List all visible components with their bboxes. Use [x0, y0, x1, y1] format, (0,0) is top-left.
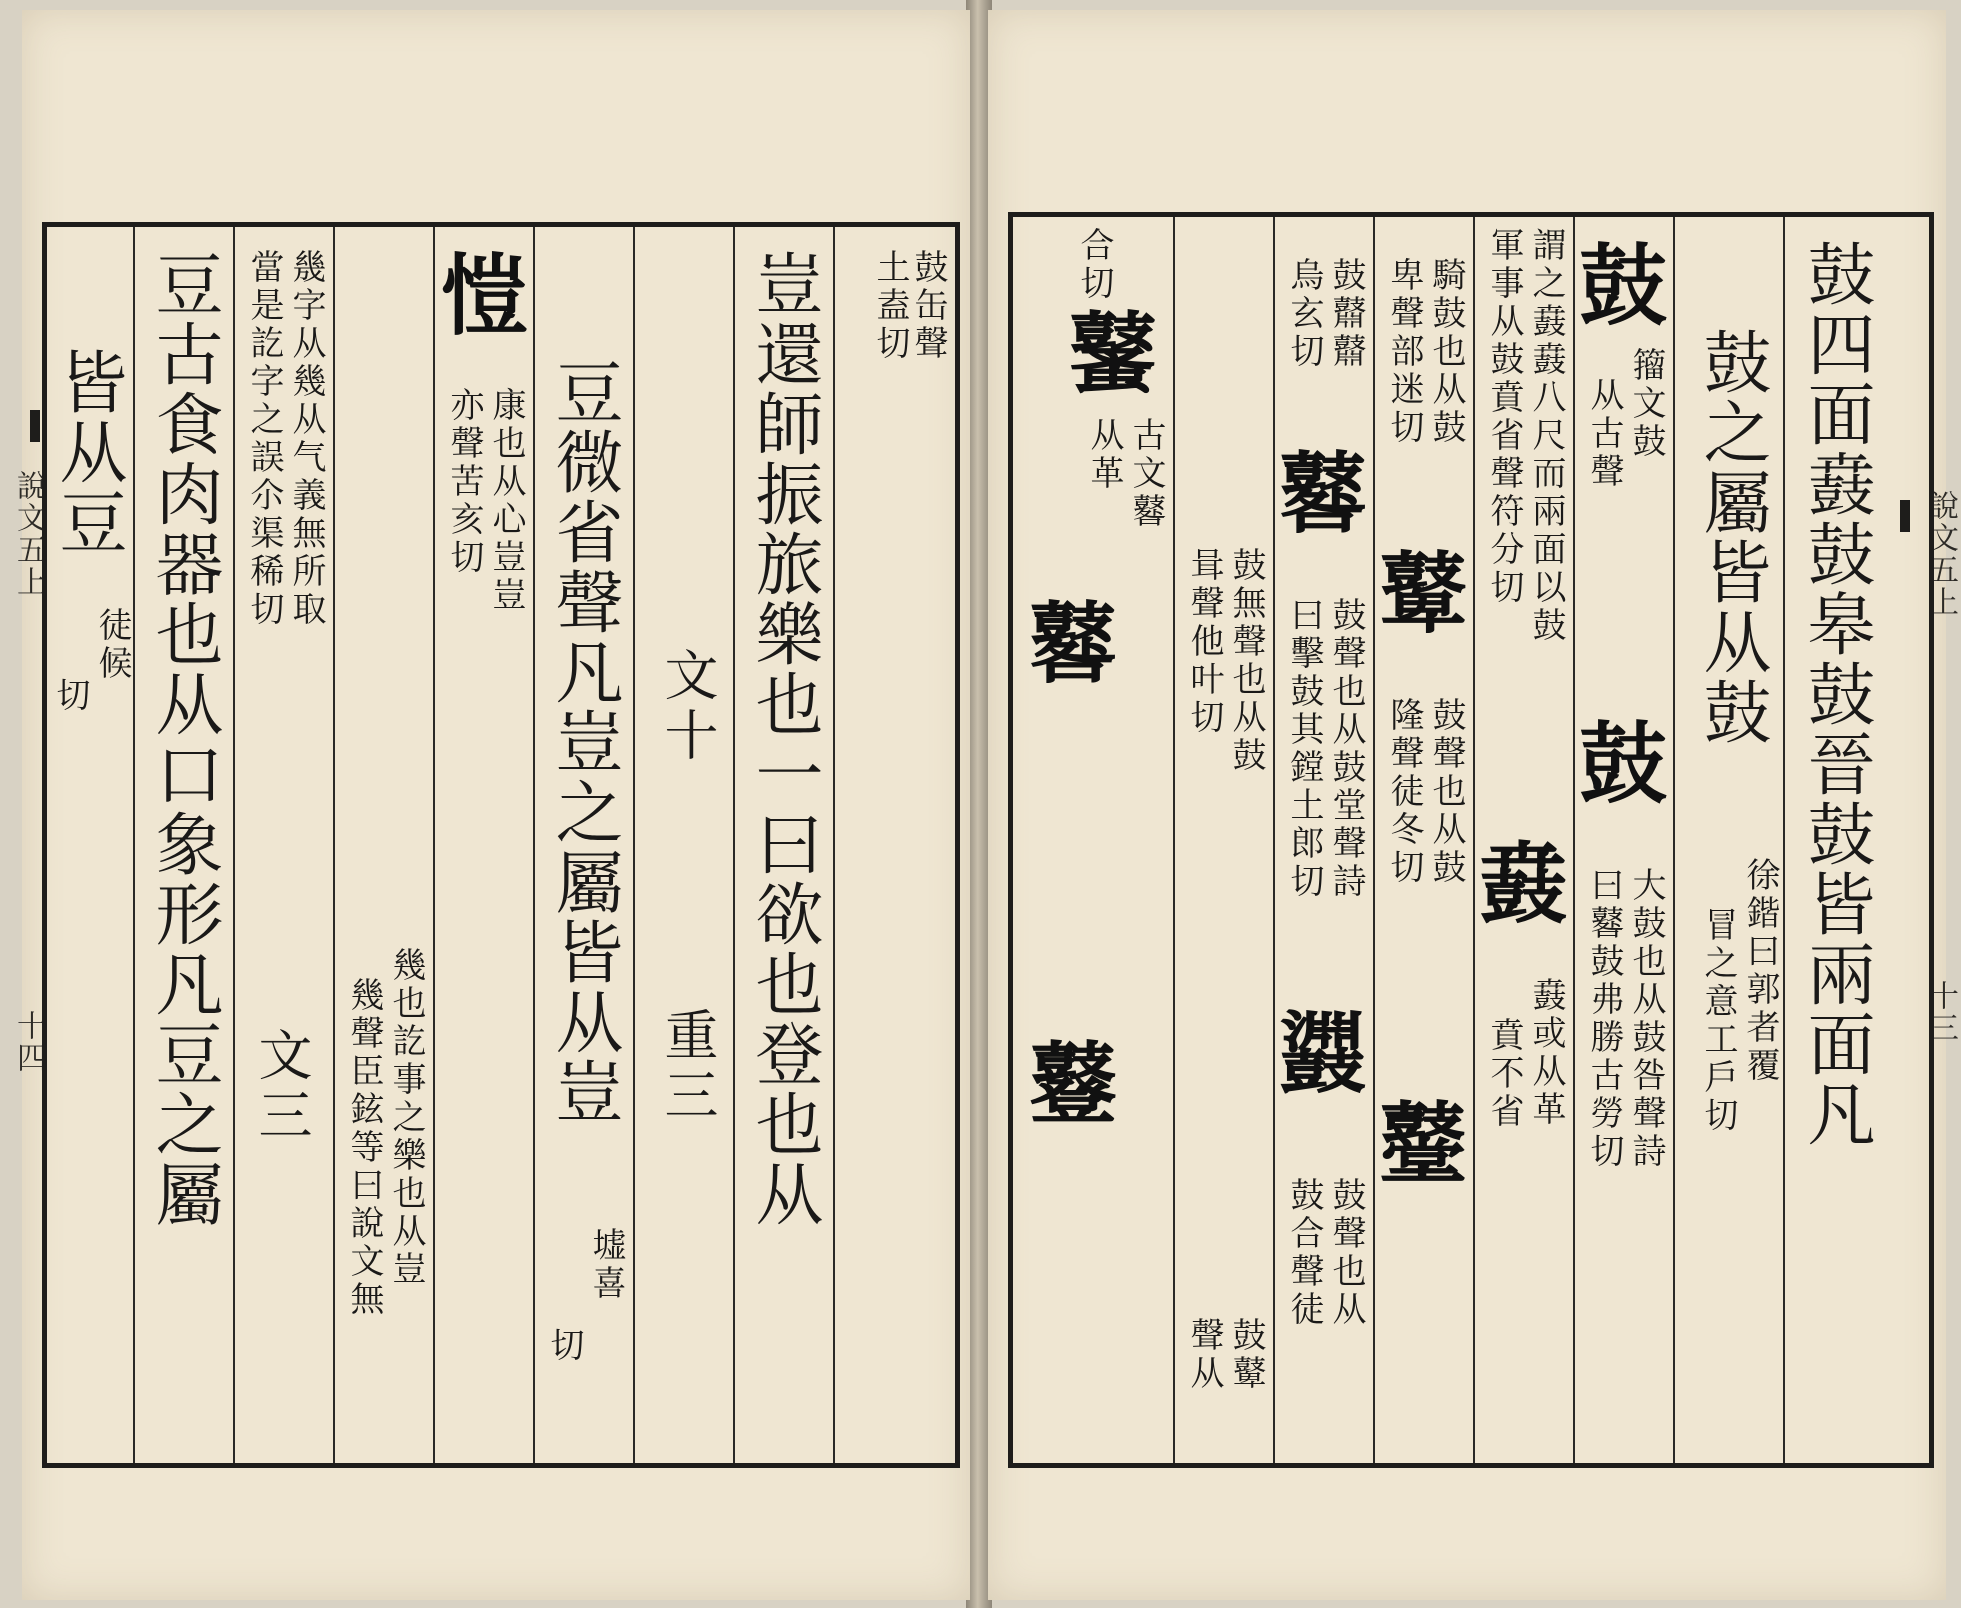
left-col-9-main: 皆从豆: [48, 347, 127, 557]
right-col-2-main: 鼓之屬皆从鼓: [1692, 327, 1771, 747]
right-col-6-note-f: 鼓合聲徒: [1284, 1177, 1324, 1329]
left-text-frame: [42, 222, 960, 1468]
right-seal-1: 鼓: [1565, 239, 1669, 327]
right-col-5: [1365, 217, 1473, 1463]
left-col-6-note-a: 幾也訖事之樂也从豈: [386, 947, 426, 1289]
left-col-9: [47, 227, 133, 1463]
left-col-4-main: 豆微省聲凡豈之屬皆从豈: [544, 357, 623, 1127]
right-col-5-note-a: 騎鼓也从鼓: [1426, 257, 1466, 447]
left-col-7-note-b: 當是訖字之誤尒渠稀切: [244, 249, 284, 629]
right-marginal-page: 十三: [1923, 980, 1958, 1044]
left-col-7-total: 文三: [250, 1027, 313, 1147]
left-col-4-note-a: 墟喜: [586, 1227, 626, 1303]
right-col-4: [1465, 217, 1573, 1463]
left-col-7: [233, 227, 333, 1463]
right-seal-6: 鼛: [1265, 447, 1369, 535]
left-col-8: [133, 227, 233, 1463]
right-col-2: [1673, 217, 1783, 1463]
right-col-4-note-d: 賁不省: [1484, 1017, 1524, 1131]
left-col-5: [427, 227, 533, 1463]
right-col-8-note-c: 从革: [1084, 417, 1124, 493]
left-col-1: [833, 227, 955, 1463]
right-col-3-note-c: 大鼓也从鼓咎聲詩: [1626, 867, 1666, 1171]
right-col-7-note-b: 咠聲他叶切: [1184, 547, 1224, 737]
left-col-5-note-a: 康也从心豈豈: [486, 387, 526, 615]
right-col-6-note-b: 烏玄切: [1284, 257, 1324, 371]
right-col-8-note-a: 合切: [1074, 227, 1114, 303]
right-col-3: [1565, 217, 1673, 1463]
left-col-1-note-a: 鼓缶聲: [908, 249, 948, 363]
left-col-3-main: 文十: [656, 647, 719, 767]
right-col-8: [1013, 217, 1173, 1463]
right-col-7: [1173, 217, 1273, 1463]
right-col-4-note-a: 謂之鼖鼖八尺而兩面以鼓: [1526, 227, 1566, 645]
left-col-3-extra: 重三: [656, 1007, 719, 1127]
right-seal-8: 鼜: [1055, 307, 1159, 395]
left-col-3: [633, 227, 733, 1463]
left-col-5-seal: 愷: [427, 249, 531, 337]
left-col-9-note-a: 徒候: [92, 607, 132, 683]
right-col-7-note-a: 鼓無聲也从鼓: [1226, 547, 1266, 775]
right-seal-10: 鼟: [1015, 1037, 1119, 1125]
right-col-7-note-c: 鼓鼙: [1226, 1317, 1266, 1393]
right-seal-2: 鼓: [1565, 717, 1669, 805]
left-col-6-note-b: 幾聲臣鉉等曰說文無: [344, 977, 384, 1319]
right-col-2-note-b: 冒之意工戶切: [1698, 907, 1738, 1135]
right-col-8-note-b: 古文鼛: [1126, 417, 1166, 531]
right-seal-9: 鼛: [1015, 597, 1119, 685]
left-fish-tail: [30, 410, 40, 442]
right-col-2-note-a: 徐鍇曰郭者覆: [1740, 857, 1780, 1085]
right-col-7-note-d: 聲从: [1184, 1317, 1224, 1393]
left-col-9-note-b: 切: [50, 677, 90, 715]
right-col-6-note-a: 鼓鼘鼘: [1326, 257, 1366, 371]
left-col-1-note-b: 土盍切: [870, 249, 910, 363]
left-col-6: [333, 227, 433, 1463]
right-col-5-note-b: 卑聲部迷切: [1384, 257, 1424, 447]
right-marginal-title: 說文五上: [1923, 490, 1958, 618]
right-seal-5: 鼞: [1365, 1097, 1469, 1185]
right-col-6-note-e: 鼓聲也从: [1326, 1177, 1366, 1329]
right-col-5-note-d: 隆聲徒冬切: [1384, 697, 1424, 887]
left-col-7-note-a: 㡬字从幾从气義無所取: [286, 249, 326, 629]
right-seal-7: 鼝: [1265, 1007, 1369, 1095]
right-seal-3: 鼖: [1465, 837, 1569, 925]
left-col-2-main: 豈還師振旅樂也一曰欲也登也从: [744, 249, 823, 1229]
left-col-2: [733, 227, 833, 1463]
right-col-1-main: 鼓四面鼖鼓皋鼓晉鼓皆兩面凡: [1796, 239, 1875, 1149]
right-col-6-note-c: 鼓聲也从鼓堂聲詩: [1326, 597, 1366, 901]
left-marginal-page: 十四: [11, 1010, 46, 1074]
left-col-8-main: 豆古食肉器也从口象形凡豆之屬: [144, 249, 223, 1229]
right-seal-4: 鼙: [1365, 547, 1469, 635]
right-col-3-note-d: 曰鼛鼓弗勝古勞切: [1584, 867, 1624, 1171]
left-marginal-title: 說文五上: [11, 470, 46, 598]
left-col-4-note-b: 切: [544, 1327, 584, 1365]
right-col-3-note-b: 从古聲: [1584, 377, 1624, 491]
right-col-1: [1783, 217, 1883, 1463]
left-col-4: [533, 227, 633, 1463]
left-col-5-note-b: 亦聲苦亥切: [444, 387, 484, 577]
right-col-5-note-c: 鼓聲也从鼓: [1426, 697, 1466, 887]
right-text-frame: [1008, 212, 1934, 1468]
right-col-6: [1265, 217, 1373, 1463]
right-col-4-note-b: 軍事从鼓賁省聲符分切: [1484, 227, 1524, 607]
right-col-3-note-a: 籀文鼓: [1626, 347, 1666, 461]
right-col-6-note-d: 曰擊鼓其鏜土郎切: [1284, 597, 1324, 901]
right-col-4-note-c: 鼖或从革: [1526, 977, 1566, 1129]
